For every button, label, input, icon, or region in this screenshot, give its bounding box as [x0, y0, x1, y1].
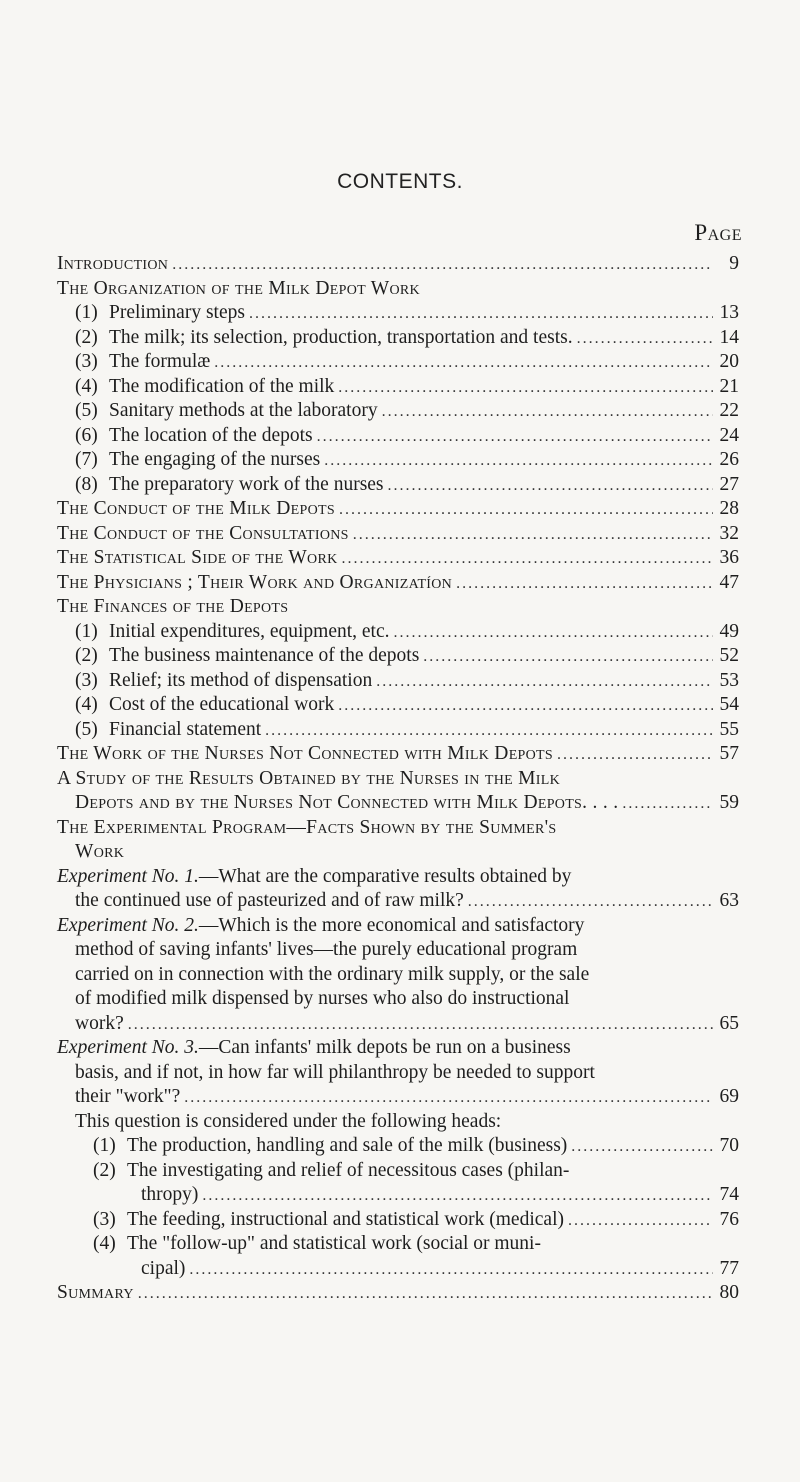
toc-subentry[interactable]: (3) The feeding, instructional and statistical work (medical) ..... 76 — [57, 1208, 739, 1233]
page-number: 49 — [719, 620, 739, 642]
toc-entry-continuation[interactable]: Work — [75, 841, 125, 862]
page-number: 36 — [719, 547, 739, 568]
toc-entry-continuation[interactable]: their "work"? ..... 69 — [57, 1085, 739, 1110]
toc-entry-continuation: method of saving infants' lives—the purely educational program — [75, 939, 578, 960]
toc-experiment-3[interactable]: Experiment No. 3.—Can infants' milk depots be run on a business — [57, 1037, 571, 1058]
page-number: 52 — [719, 645, 739, 666]
page-number: 13 — [719, 302, 739, 323]
toc-subentry[interactable]: (2) The milk; its selection, production, transportation and tests. ..... 14 — [57, 326, 739, 351]
toc-subentry[interactable]: (8) The preparatory work of the nurses ..... 27 — [57, 473, 739, 498]
toc-subentry[interactable]: (2) The business maintenance of the depots ..... 52 — [57, 644, 739, 669]
toc-entry-continuation[interactable]: work? ..... 65 — [57, 1012, 739, 1037]
experiment-label: Experiment No. 3. — [57, 1037, 199, 1058]
toc-entry[interactable]: The Statistical Side of the Work ..... 36 — [57, 546, 739, 571]
page-number: 24 — [719, 424, 739, 446]
toc-entry-continuation[interactable]: Depots and by the Nurses Not Connected with Milk Depots. . . . ..... 59 — [57, 791, 739, 816]
experiment-label: Experiment No. 1. — [57, 865, 199, 887]
experiment-label: Experiment No. 2. — [57, 914, 199, 936]
toc-subentry[interactable]: (3) Relief; its method of dispensation ..... 53 — [57, 669, 739, 694]
page-number: 63 — [719, 890, 739, 911]
page-number: 32 — [719, 522, 739, 544]
toc-entry-continuation: of modified milk dispensed by nurses who also do instructional — [75, 988, 570, 1009]
toc-entry-introduction[interactable]: Introduction ..... 9 — [57, 252, 739, 277]
toc-experiment-1[interactable]: Experiment No. 1.—What are the comparative results obtained by — [57, 865, 572, 887]
toc-subentry[interactable]: (4) The "follow-up" and statistical work (social or muni- — [93, 1233, 541, 1254]
toc-entry-continuation: basis, and if not, in how far will philanthropy be needed to support — [75, 1061, 595, 1083]
toc-heading-organization: The Organization of the Milk Depot Work — [57, 277, 420, 299]
page-number: 74 — [719, 1184, 739, 1205]
toc-entry-continuation: carried on in connection with the ordinary milk supply, or the sale — [75, 963, 590, 985]
page-number: 14 — [719, 326, 739, 348]
page-number: 57 — [719, 743, 739, 764]
table-of-contents — [57, 252, 739, 1306]
page-number: 77 — [719, 1257, 739, 1279]
toc-subentry[interactable]: (4) The modification of the milk ..... 21 — [57, 375, 739, 400]
toc-subentry[interactable]: (1) Preliminary steps ..... 13 — [57, 301, 739, 326]
toc-entry-continuation[interactable]: the continued use of pasteurized and of raw milk? ..... 63 — [57, 889, 739, 914]
toc-subentry[interactable]: (5) Sanitary methods at the laboratory ..... 22 — [57, 399, 739, 424]
page-number: 59 — [719, 792, 739, 813]
toc-entry[interactable]: The Conduct of the Milk Depots ..... 28 — [57, 497, 739, 522]
toc-subentry[interactable]: (5) Financial statement ..... 55 — [57, 718, 739, 743]
toc-entry[interactable]: The Physicians ; Their Work and Organizatíon ..... 47 — [57, 571, 739, 596]
toc-entry[interactable]: The Work of the Nurses Not Connected with Milk Depots ..... 57 — [57, 742, 739, 767]
page-number: 21 — [719, 375, 739, 397]
toc-entry-line[interactable]: The Experimental Program—Facts Shown by the Summer's — [57, 816, 557, 838]
toc-entry[interactable]: The Conduct of the Consultations ..... 32 — [57, 522, 739, 547]
toc-subentry[interactable]: (1) The production, handling and sale of the milk (business) ..... 70 — [57, 1134, 739, 1159]
page-number: 80 — [719, 1282, 739, 1303]
page-number: 76 — [719, 1208, 739, 1230]
toc-entry-summary[interactable]: Summary ..... 80 — [57, 1281, 739, 1306]
page-number: 55 — [719, 718, 739, 740]
toc-entry-continuation[interactable]: cipal) ..... 77 — [57, 1257, 739, 1282]
page-column-label: Page — [694, 220, 742, 245]
page-number: 53 — [719, 669, 739, 691]
page-number: 28 — [719, 498, 739, 519]
toc-subentry[interactable]: (7) The engaging of the nurses ..... 26 — [57, 448, 739, 473]
toc-subentry[interactable]: (4) Cost of the educational work ..... 54 — [57, 693, 739, 718]
toc-note: This question is considered under the following heads: — [75, 1110, 502, 1132]
toc-entry-continuation[interactable]: thropy) ..... 74 — [57, 1183, 739, 1208]
toc-entry-line[interactable]: A Study of the Results Obtained by the Nurses in the Milk — [57, 767, 560, 789]
page-number: 27 — [719, 473, 739, 495]
page-number: 20 — [719, 351, 739, 372]
page-number: 70 — [719, 1135, 739, 1156]
toc-subentry[interactable]: (2) The investigating and relief of necessitous cases (philan- — [93, 1159, 570, 1181]
page-number: 22 — [719, 400, 739, 421]
toc-subentry[interactable]: (6) The location of the depots ..... 24 — [57, 424, 739, 449]
toc-heading-finances: The Finances of the Depots — [57, 596, 289, 617]
page-number: 9 — [729, 253, 739, 274]
page-number: 47 — [719, 571, 739, 593]
toc-subentry[interactable]: (3) The formulæ ..... 20 — [57, 350, 739, 375]
toc-experiment-2[interactable]: Experiment No. 2.—Which is the more economical and satisfactory — [57, 914, 585, 936]
page-number: 65 — [719, 1012, 739, 1034]
page-number: 69 — [719, 1086, 739, 1107]
toc-subentry[interactable]: (1) Initial expenditures, equipment, etc. ..... 49 — [57, 620, 739, 645]
contents-title: CONTENTS. — [337, 170, 463, 193]
page-number: 26 — [719, 449, 739, 470]
page-number: 54 — [719, 694, 739, 715]
